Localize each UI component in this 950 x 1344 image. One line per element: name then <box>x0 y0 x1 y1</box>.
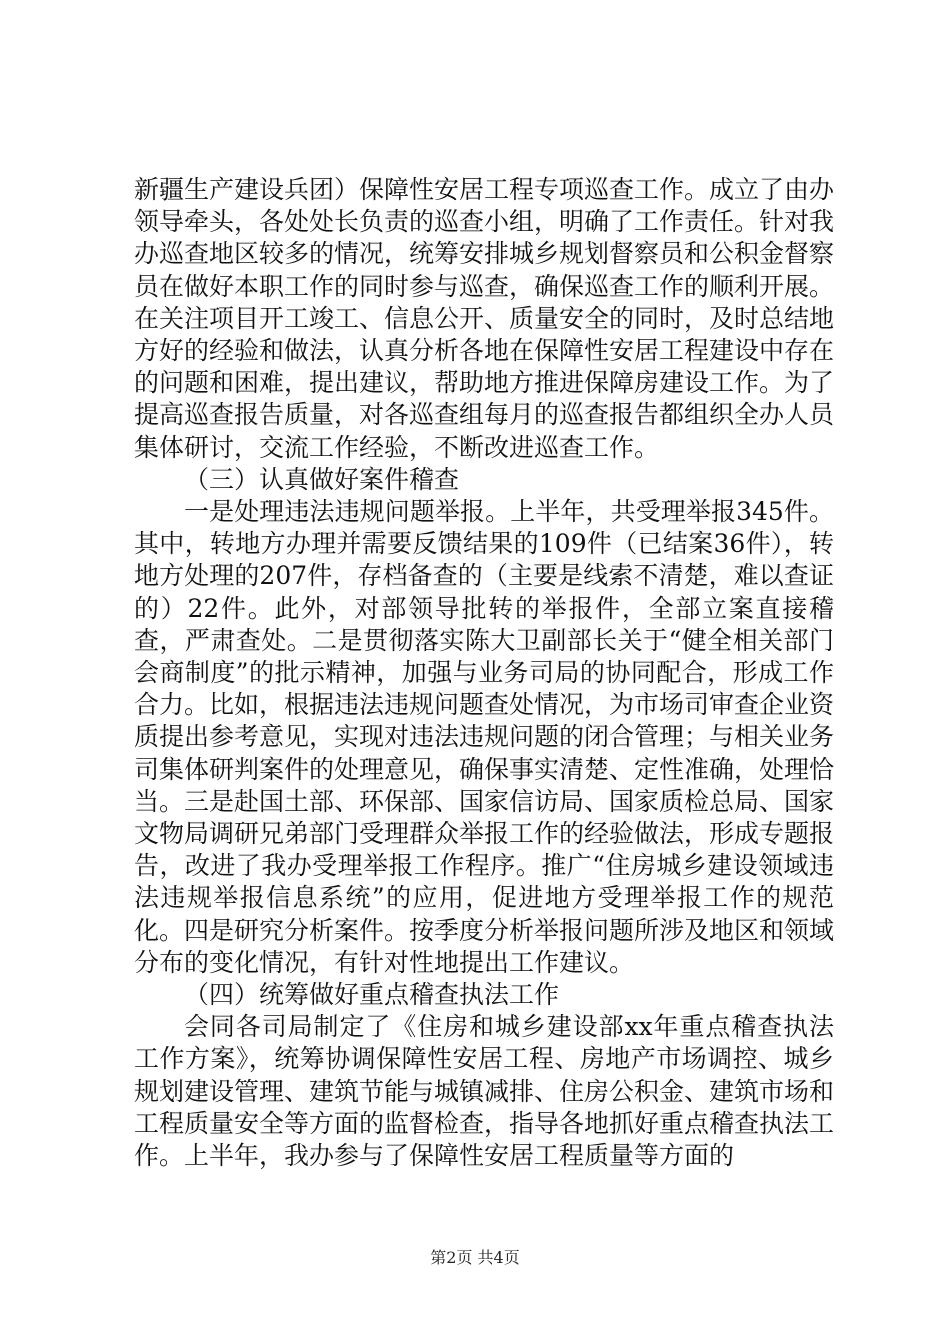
section-heading-3: （三）认真做好案件稽查 <box>184 464 460 494</box>
paragraph-key-enforcement: 会同各司局制定了《住房和城乡建设部xx年重点稽查执法工作方案》，统筹协调保障性安居工程、房地产市场调控、城乡规划建设管理、建筑节能与城镇减排、住房公积金、建筑市场和工程质量安全等方面的监督检查，指导各地抓好重点稽查执法工作。上半年，我办参与了保障性安居工程质量等方面的 <box>134 1012 835 1171</box>
document-body <box>134 174 834 1172</box>
page-footer: 第2页 共4页 <box>430 1248 520 1267</box>
section-heading-4: （四）统筹做好重点稽查执法工作 <box>184 980 560 1010</box>
paragraph-case-inspection: 一是处理违法违规问题举报。上半年，共受理举报345件。其中，转地方办理并需要反馈结果的109件（已结案36件），转地方处理的207件，存档备查的（主要是线索不清楚，难以查证的）22件。此外，对部领导批转的举报件，全部立案直接稽查，严肃查处。二是贯彻落实陈大卫副部长关于“健全相关部门会商制度”的批示精神，加强与业务司局的协同配合，形成工作合力。比如，根据违法违规问题查处情况，为市场司审查企业资质提出参考意见，实现对违法违规问题的闭合管理；与相关业务司集体研判案件的处理意见，确保事实清楚、定性准确，处理恰当。三是赴国土部、环保部、国家信访局、国家质检总局、国家文物局调研兄弟部门受理群众举报工作的经验做法，形成专题报告，改进了我办受理举报工作程序。推广“住房城乡建设领域违法违规举报信息系统”的应用，促进地方受理举报工作的规范化。四是研究分析案件。按季度分析举报问题所涉及地区和领域分布的变化情况，有针对性地提出工作建议。 <box>134 497 835 977</box>
paragraph-continued: 新疆生产建设兵团）保障性安居工程专项巡查工作。成立了由办领导牵头，各处处长负责的巡查小组，明确了工作责任。针对我办巡查地区较多的情况，统筹安排城乡规划督察员和公积金督察员在做好本职工作的同时参与巡查，确保巡查工作的顺利开展。在关注项目开工竣工、信息公开、质量安全的同时，及时总结地方好的经验和做法，认真分析各地在保障性安居工程建设中存在的问题和困难，提出建议，帮助地方推进保障房建设工作。为了提高巡查报告质量，对各巡查组每月的巡查报告都组织全办人员集体研讨，交流工作经验，不断改进巡查工作。 <box>134 175 835 462</box>
